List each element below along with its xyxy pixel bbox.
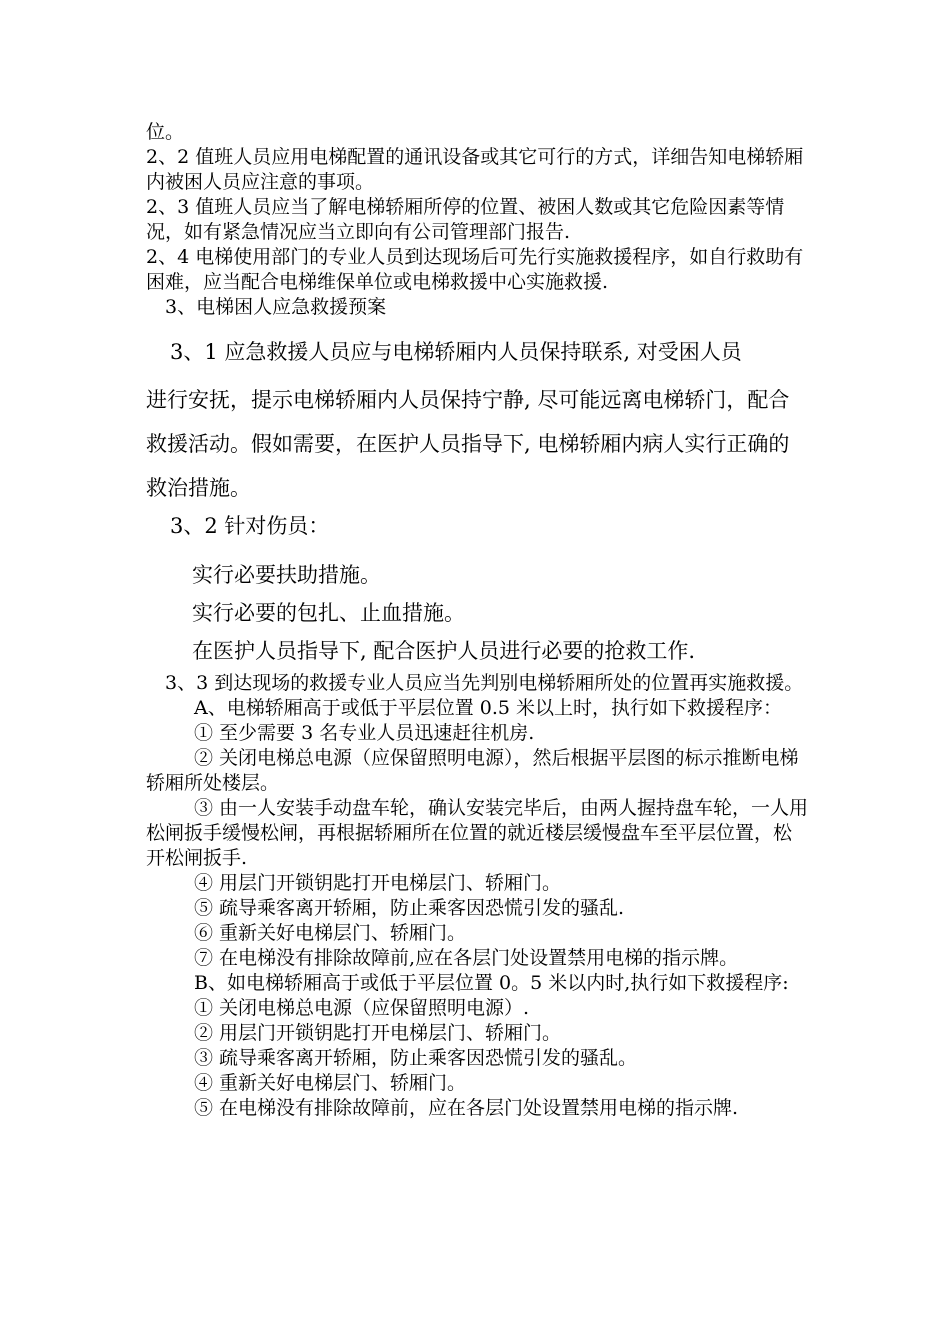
list-item: ④ 用层门开锁钥匙打开电梯层门、轿厢门。 xyxy=(194,872,562,894)
paragraph-continuation: 位。 xyxy=(146,121,185,143)
list-item: ⑥ 重新关好电梯层门、轿厢门。 xyxy=(194,922,467,944)
list-item: ① 关闭电梯总电源（应保留照明电源）. xyxy=(194,997,530,1019)
paragraph-3-3: 3、3 到达现场的救援专业人员应当先判别电梯轿厢所处的位置再实施救援。 xyxy=(165,672,804,694)
list-item: ① 至少需要 3 名专业人员迅速赶往机房. xyxy=(194,722,535,744)
list-item: ⑤ 疏导乘客离开轿厢，防止乘客因恐慌引发的骚乱. xyxy=(194,897,625,919)
list-item: ③ 疏导乘客离开轿厢，防止乘客因恐慌引发的骚乱。 xyxy=(194,1047,638,1069)
list-item: ② 用层门开锁钥匙打开电梯层门、轿厢门。 xyxy=(194,1022,562,1044)
section-duty-procedures xyxy=(146,120,810,320)
paragraph-2-3: 2、3 值班人员应当了解电梯轿厢所停的位置、被困人数或其它危险因素等情况，如有紧急情况应当立即向有公司管理部门报告. xyxy=(146,196,785,243)
list-item: 在医护人员指导下, 配合医护人员进行必要的抢救工作. xyxy=(192,639,696,663)
list-item: ⑦ 在电梯没有排除故障前,应在各层门处设置禁用电梯的指示牌。 xyxy=(194,947,739,969)
paragraph-2-4: 2、4 电梯使用部门的专业人员到达现场后可先行实施救援程序，如自行救助有困难，应当配合电梯维保单位或电梯救援中心实施救援. xyxy=(146,246,804,293)
paragraph-b: B、如电梯轿厢高于或低于平层位置 0。5 米以内时,执行如下救援程序: xyxy=(194,972,789,994)
section-3-1 xyxy=(146,330,810,374)
section-3-2 xyxy=(146,504,810,548)
list-item: 实行必要的包扎、止血措施。 xyxy=(192,601,465,625)
list-item: ⑤ 在电梯没有排除故障前，应在各层门处设置禁用电梯的指示牌. xyxy=(194,1097,739,1119)
list-item: 实行必要扶助措施。 xyxy=(192,563,381,587)
list-item: ③ 由一人安装手动盘车轮，确认安装完毕后，由两人握持盘车轮，一人用松闸扳手缓慢松闸，再根据轿厢所在位置的就近楼层缓慢盘车至平层位置，松开松闸扳手. xyxy=(146,797,809,869)
paragraph-3-1-body: 进行安抚，提示电梯轿厢内人员保持宁静, 尽可能远离电梯轿门，配合救援活动。假如需要，在医护人员指导下, 电梯轿厢内病人实行正确的救治措施。 xyxy=(146,388,790,500)
paragraph-2-2: 2、2 值班人员应用电梯配置的通讯设备或其它可行的方式，详细告知电梯轿厢内被困人员应注意的事项。 xyxy=(146,146,804,193)
section-3-1-body xyxy=(146,378,810,510)
heading-3-2: 3、2 针对伤员： xyxy=(170,514,330,538)
heading-3: 3、电梯困人应急救援预案 xyxy=(165,296,387,318)
paragraph-3-1: 3、1 应急救援人员应与电梯轿厢内人员保持联系, 对受困人员 xyxy=(170,340,742,364)
section-3-3 xyxy=(146,671,810,1121)
list-item: ④ 重新关好电梯层门、轿厢门。 xyxy=(194,1072,467,1094)
section-3-2-list xyxy=(146,553,810,673)
paragraph-a: A、电梯轿厢高于或低于平层位置 0.5 米以上时，执行如下救援程序： xyxy=(194,697,783,719)
list-item: ② 关闭电梯总电源（应保留照明电源），然后根据平层图的标示推断电梯轿厢所处楼层。 xyxy=(146,747,799,794)
